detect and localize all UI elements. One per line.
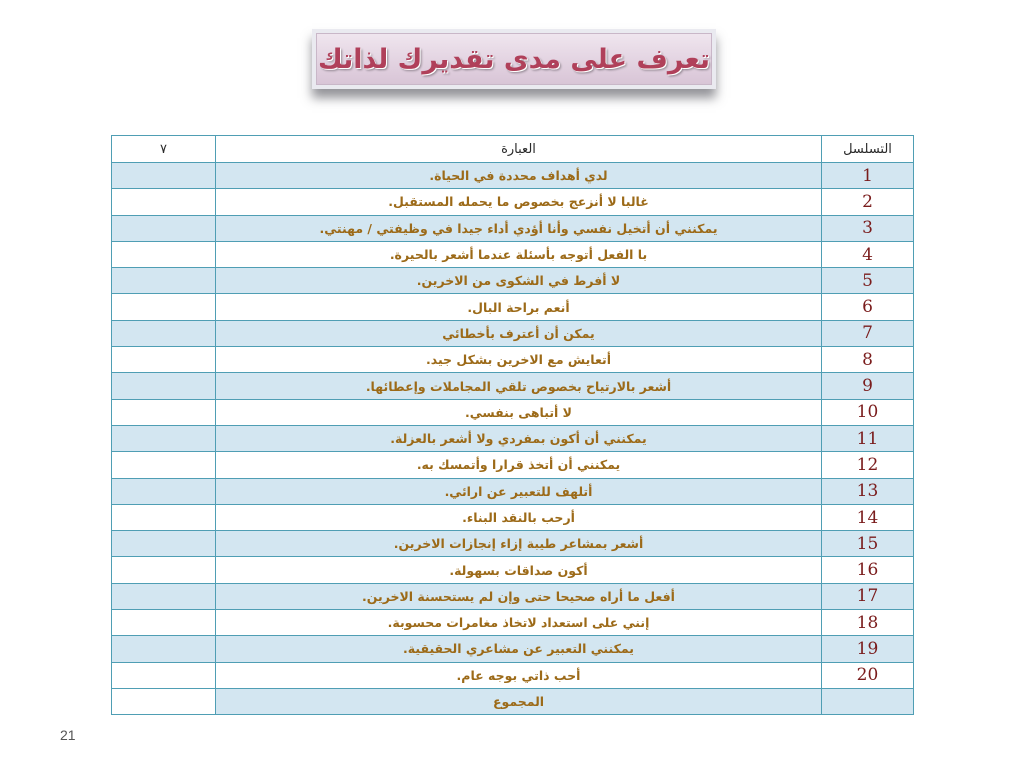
row-score-cell[interactable]	[112, 399, 216, 425]
row-sequence-number: 12	[822, 452, 914, 478]
row-statement: أتعايش مع الاخرين بشكل جيد.	[216, 347, 822, 373]
row-sequence-number: 4	[822, 241, 914, 267]
page-number: 21	[60, 727, 76, 743]
row-statement: إنني على استعداد لاتخاذ مغامرات محسوبة.	[216, 610, 822, 636]
table-row	[112, 557, 914, 583]
table-header-row	[112, 136, 914, 163]
row-sequence-number: 2	[822, 189, 914, 215]
page-title: تعرف على مدى تقديرك لذاتك	[317, 43, 711, 75]
row-sequence-number: 11	[822, 425, 914, 451]
row-sequence-number: 20	[822, 662, 914, 688]
table-row	[112, 294, 914, 320]
row-sequence-number: 14	[822, 504, 914, 530]
row-sequence-number: 18	[822, 610, 914, 636]
title-banner	[312, 29, 716, 89]
table-row	[112, 636, 914, 662]
row-score-cell[interactable]	[112, 610, 216, 636]
row-statement: يمكنني التعبير عن مشاعري الحقيقية.	[216, 636, 822, 662]
table-row	[112, 268, 914, 294]
table-body	[112, 163, 914, 689]
row-statement: لا أتباهى بنفسي.	[216, 399, 822, 425]
total-row	[112, 688, 914, 714]
row-score-cell[interactable]	[112, 557, 216, 583]
row-statement: أرحب بالنقد البناء.	[216, 504, 822, 530]
row-statement: يمكنني أن أتخيل نفسي وأنا أؤدي أداء جيدا في وظيفتي / مهنتي.	[216, 215, 822, 241]
row-statement: أشعر بالارتياح بخصوص تلقي المجاملات وإعطائها.	[216, 373, 822, 399]
row-sequence-number: 19	[822, 636, 914, 662]
row-score-cell[interactable]	[112, 583, 216, 609]
row-statement: أنعم براحة البال.	[216, 294, 822, 320]
header-statement: العبارة	[216, 136, 822, 163]
row-statement: يمكنني أن أكون بمفردي ولا أشعر بالعزلة.	[216, 425, 822, 451]
row-sequence-number: 10	[822, 399, 914, 425]
row-sequence-number: 15	[822, 531, 914, 557]
table-row	[112, 531, 914, 557]
row-statement: أكون صداقات بسهولة.	[216, 557, 822, 583]
row-sequence-number: 16	[822, 557, 914, 583]
row-statement: با الفعل أتوجه بأسئلة عندما أشعر بالحيرة.	[216, 241, 822, 267]
table-row	[112, 478, 914, 504]
table-row	[112, 425, 914, 451]
table-row	[112, 347, 914, 373]
table-row	[112, 504, 914, 530]
row-statement: أحب ذاتي بوجه عام.	[216, 662, 822, 688]
row-statement: أتلهف للتعبير عن ارائي.	[216, 478, 822, 504]
table-row	[112, 320, 914, 346]
row-score-cell[interactable]	[112, 294, 216, 320]
row-score-cell[interactable]	[112, 347, 216, 373]
table-row	[112, 610, 914, 636]
table-row	[112, 399, 914, 425]
row-statement: أفعل ما أراه صحيحا حتى وإن لم يستحسنة الاخرين.	[216, 583, 822, 609]
row-statement: غالبا لا أنزعج بخصوص ما يحمله المستقبل.	[216, 189, 822, 215]
table-row	[112, 373, 914, 399]
row-score-cell[interactable]	[112, 504, 216, 530]
table-row	[112, 662, 914, 688]
table-row	[112, 215, 914, 241]
row-score-cell[interactable]	[112, 189, 216, 215]
total-label: المجموع	[216, 688, 822, 714]
table-row	[112, 189, 914, 215]
row-score-cell[interactable]	[112, 268, 216, 294]
row-score-cell[interactable]	[112, 478, 216, 504]
row-score-cell[interactable]	[112, 163, 216, 189]
table-row	[112, 241, 914, 267]
total-score-cell[interactable]	[112, 688, 216, 714]
row-sequence-number: 5	[822, 268, 914, 294]
row-score-cell[interactable]	[112, 425, 216, 451]
row-sequence-number: 17	[822, 583, 914, 609]
header-mark: ٧	[112, 136, 216, 163]
row-score-cell[interactable]	[112, 320, 216, 346]
row-sequence-number: 6	[822, 294, 914, 320]
table-row	[112, 163, 914, 189]
row-statement: يمكن أن أعترف بأخطائي	[216, 320, 822, 346]
table-row	[112, 583, 914, 609]
row-score-cell[interactable]	[112, 452, 216, 478]
row-score-cell[interactable]	[112, 215, 216, 241]
row-sequence-number: 13	[822, 478, 914, 504]
row-score-cell[interactable]	[112, 373, 216, 399]
self-esteem-table	[111, 135, 914, 715]
header-sequence: التسلسل	[822, 136, 914, 163]
row-statement: لدي أهداف محددة في الحياة.	[216, 163, 822, 189]
row-statement: يمكنني أن أتخذ قرارا وأتمسك به.	[216, 452, 822, 478]
row-statement: أشعر بمشاعر طيبة إزاء إنجازات الاخرين.	[216, 531, 822, 557]
row-sequence-number: 3	[822, 215, 914, 241]
total-spacer-cell	[822, 688, 914, 714]
row-sequence-number: 8	[822, 347, 914, 373]
table-row	[112, 452, 914, 478]
row-statement: لا أفرط في الشكوى من الاخرين.	[216, 268, 822, 294]
row-score-cell[interactable]	[112, 241, 216, 267]
row-score-cell[interactable]	[112, 636, 216, 662]
row-score-cell[interactable]	[112, 662, 216, 688]
row-sequence-number: 7	[822, 320, 914, 346]
row-score-cell[interactable]	[112, 531, 216, 557]
row-sequence-number: 9	[822, 373, 914, 399]
row-sequence-number: 1	[822, 163, 914, 189]
